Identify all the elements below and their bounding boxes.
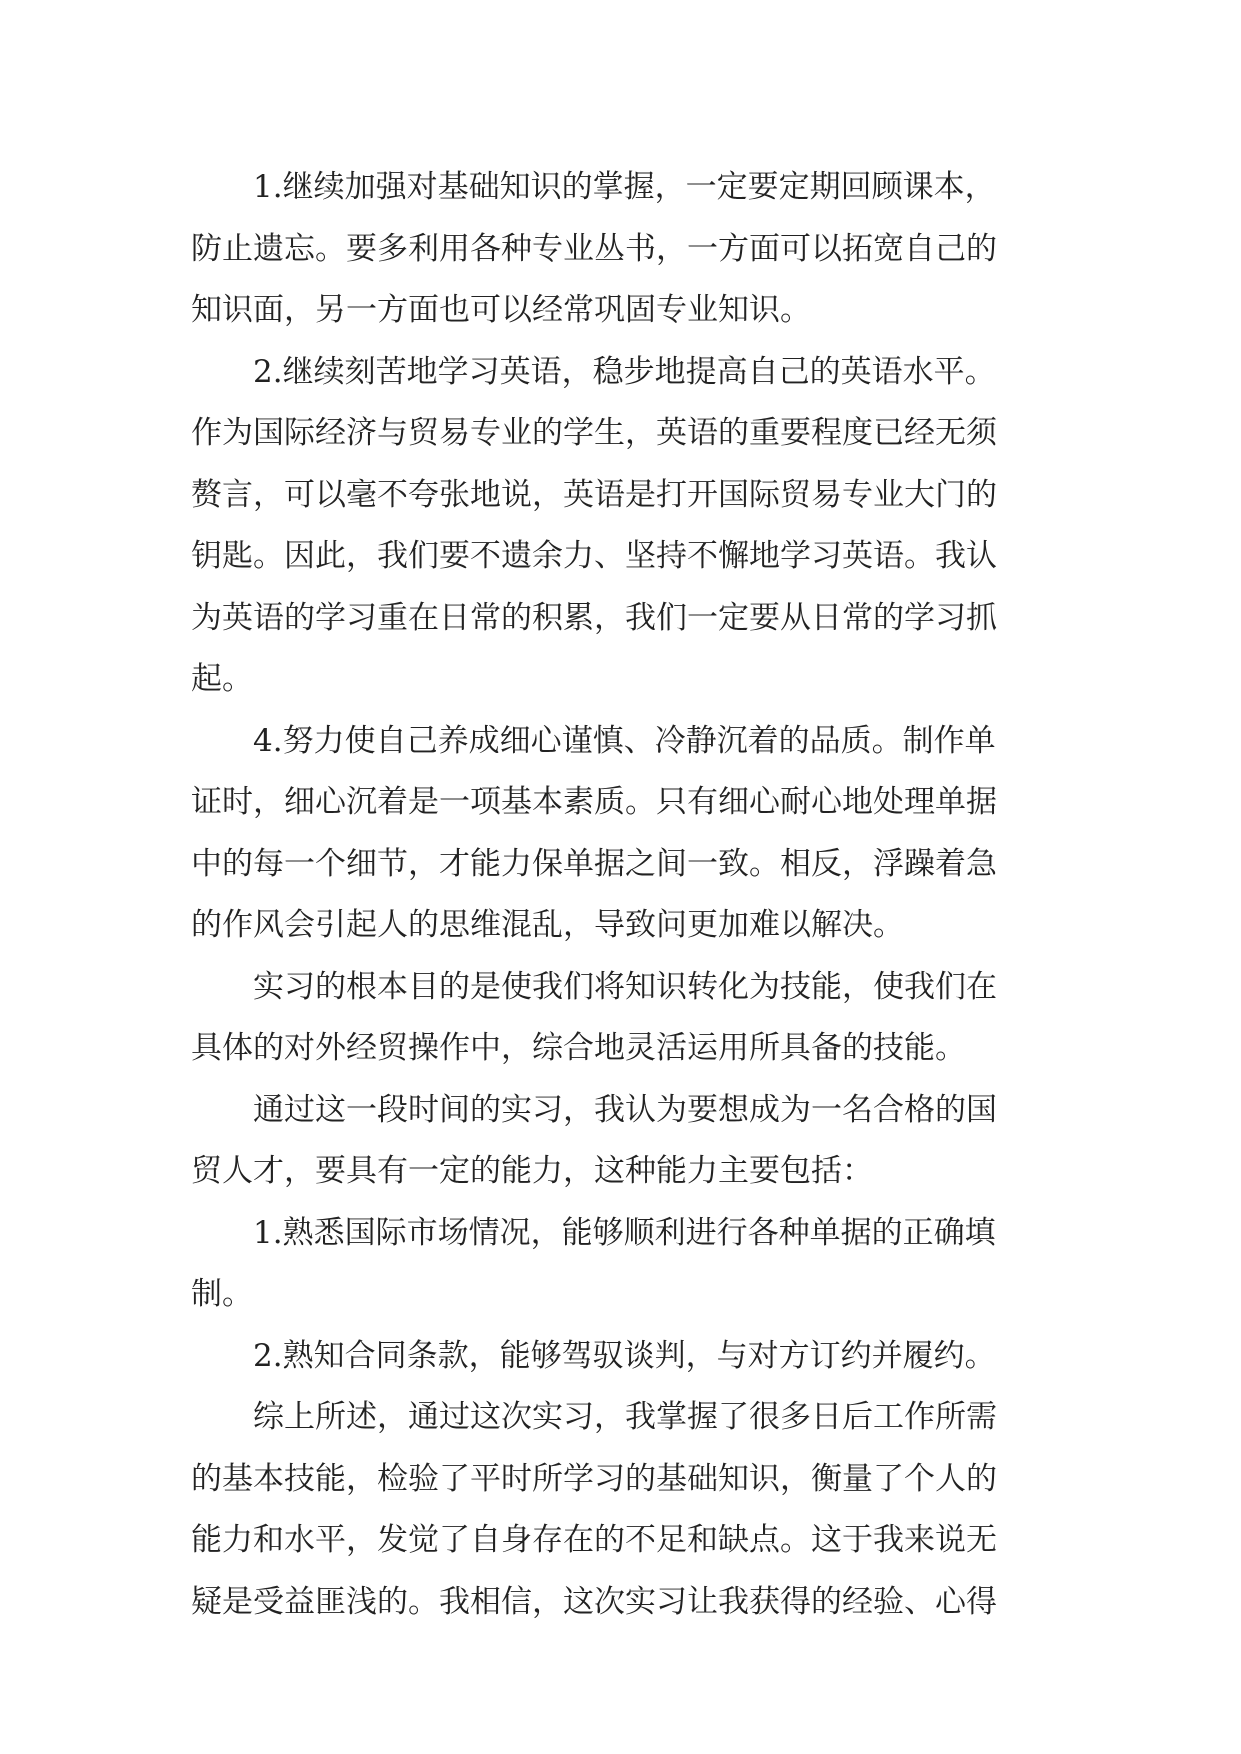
- text-line: 1.继续加强对基础知识的掌握，一定要定期回顾课本，: [253, 169, 996, 205]
- text-line: 实习的根本目的是使我们将知识转化为技能，使我们在: [253, 968, 997, 1005]
- text-line: 为英语的学习重在日常的积累，我们一定要从日常的学习抓: [191, 599, 997, 636]
- text-line: 赘言，可以毫不夸张地说，英语是打开国际贸易专业大门的: [191, 476, 997, 513]
- text-line: 通过这一段时间的实习，我认为要想成为一名合格的国: [253, 1091, 997, 1128]
- text-line: 的作风会引起人的思维混乱，导致问更加难以解决。: [191, 907, 904, 943]
- text-line: 作为国际经济与贸易专业的学生，英语的重要程度已经无须: [191, 415, 997, 451]
- text-line: 起。: [191, 661, 253, 697]
- text-line: 能力和水平，发觉了自身存在的不足和缺点。这于我来说无: [191, 1522, 997, 1558]
- text-line: 中的每一个细节，才能力保单据之间一致。相反，浮躁着急: [191, 845, 997, 882]
- text-line: 贸人才，要具有一定的能力，这种能力主要包括：: [191, 1153, 873, 1189]
- text-line: 的基本技能，检验了平时所学习的基础知识，衡量了个人的: [191, 1460, 997, 1497]
- text-line: 钥匙。因此，我们要不遗余力、坚持不懈地学习英语。我认: [191, 538, 997, 574]
- text-line: 防止遗忘。要多利用各种专业丛书，一方面可以拓宽自己的: [191, 230, 997, 267]
- text-line: 疑是受益匪浅的。我相信，这次实习让我获得的经验、心得: [191, 1583, 997, 1620]
- text-line: 知识面，另一方面也可以经常巩固专业知识。: [191, 292, 811, 328]
- text-line: 证时，细心沉着是一项基本素质。只有细心耐心地处理单据: [191, 784, 997, 820]
- text-line: 4.努力使自己养成细心谨慎、冷静沉着的品质。制作单: [253, 722, 996, 759]
- text-line: 制。: [191, 1276, 253, 1312]
- document-body: [191, 157, 1071, 1633]
- text-line: 2.继续刻苦地学习英语，稳步地提高自己的英语水平。: [253, 353, 996, 390]
- text-line: 1.熟悉国际市场情况，能够顺利进行各种单据的正确填: [253, 1214, 996, 1251]
- text-line: 综上所述，通过这次实习，我掌握了很多日后工作所需: [253, 1399, 997, 1435]
- text-line: 2.熟知合同条款，能够驾驭谈判，与对方订约并履约。: [253, 1337, 996, 1374]
- text-line: 具体的对外经贸操作中，综合地灵活运用所具备的技能。: [191, 1030, 966, 1066]
